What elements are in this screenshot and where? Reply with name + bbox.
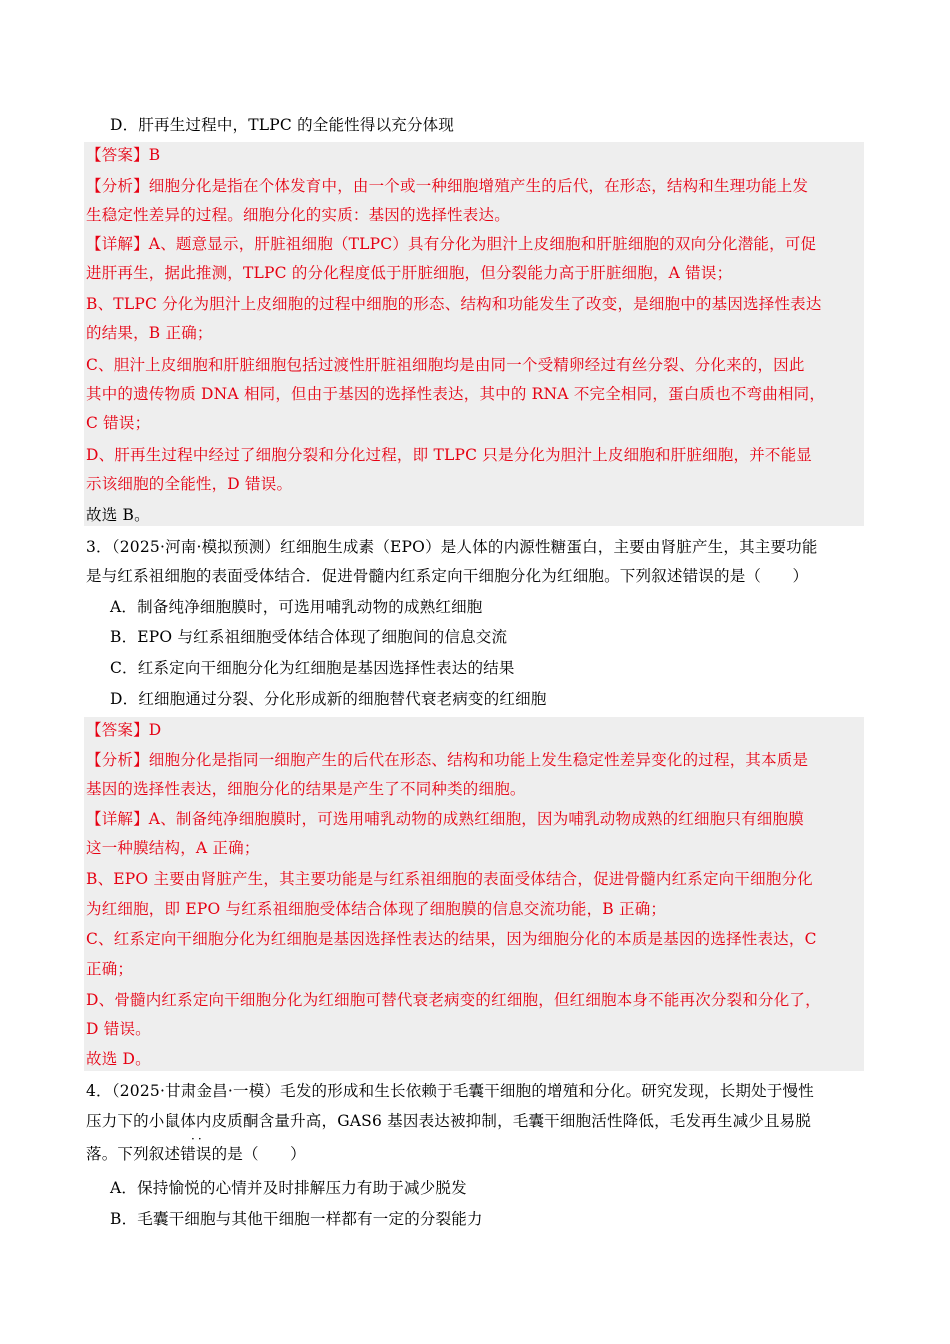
q4-stem-line: 落。下列叙述错误的是（ ） (86, 1145, 306, 1163)
q2-detail-line: 【详解】A、题意显示，肝脏祖细胞（TLPC）具有分化为胆汁上皮细胞和肝脏细胞的双向分化潜能，可促 (86, 235, 817, 253)
q3-detail-line: 正确； (86, 960, 134, 978)
q2-detail-line: 示该细胞的全能性，D 错误。 (86, 475, 293, 493)
q2-detail-line: D、肝再生过程中经过了细胞分裂和分化过程，即 TLPC 只是分化为胆汁上皮细胞和肝脏细胞，并不能显 (86, 446, 813, 464)
q3-detail-line: 这一种膜结构，A 正确； (86, 839, 260, 857)
q3-option-c: C．红系定向干细胞分化为红细胞是基因选择性表达的结果 (110, 659, 515, 677)
q2-analysis-line: 生稳定性差异的过程。细胞分化的实质：基因的选择性表达。 (86, 206, 510, 224)
emphasis-dots: ·· (191, 1132, 205, 1146)
q3-detail-line: B、EPO 主要由肾脏产生，其主要功能是与红系祖细胞的表面受体结合，促进骨髓内红系定向干细胞分化 (86, 870, 813, 888)
q3-detail-line: C、红系定向干细胞分化为红细胞是基因选择性表达的结果，因为细胞分化的本质是基因的选择性表达，C (86, 930, 817, 948)
q2-detail-line: B、TLPC 分化为胆汁上皮细胞的过程中细胞的形态、结构和功能发生了改变，是细胞中的基因选择性表达 (86, 295, 822, 313)
q3-analysis-line: 基因的选择性表达，细胞分化的结果是产生了不同种类的细胞。 (86, 780, 526, 798)
q2-analysis-line: 【分析】细胞分化是指在个体发育中，由一个或一种细胞增殖产生的后代，在形态，结构和生理功能上发 (86, 177, 809, 195)
q3-detail-line: D、骨髓内红系定向干细胞分化为红细胞可替代衰老病变的红细胞，但红细胞本身不能再次分裂和分化了， (86, 991, 821, 1009)
q2-detail-line: 进肝再生，据此推测，TLPC 的分化程度低于肝脏细胞，但分裂能力高于肝脏细胞，A 错误； (86, 264, 733, 282)
q2-detail-line: 其中的遗传物质 DNA 相同，但由于基因的选择性表达，其中的 RNA 不完全相同，蛋白质也不弯曲相同， (86, 385, 826, 403)
q3-detail-line: D 错误。 (86, 1020, 151, 1038)
q3-option-b: B．EPO 与红系祖细胞受体结合体现了细胞间的信息交流 (110, 628, 508, 646)
q3-detail-line: 为红细胞，即 EPO 与红系祖细胞受体结合体现了细胞膜的信息交流功能，B 正确； (86, 900, 667, 918)
q3-conclusion: 故选 D。 (86, 1050, 151, 1068)
q2-detail-line: C 错误； (86, 414, 151, 432)
q3-stem-line: 是与红系祖细胞的表面受体结合．促进骨髓内红系定向干细胞分化为红细胞。下列叙述错误的是（ ） (86, 567, 809, 585)
q3-answer: 【答案】D (86, 721, 162, 739)
q2-conclusion: 故选 B。 (86, 506, 150, 524)
q2-answer: 【答案】B (86, 146, 161, 164)
q2-detail-line: 的结果，B 正确； (86, 324, 213, 342)
q2-option-d: D．肝再生过程中，TLPC 的全能性得以充分体现 (110, 116, 455, 134)
q3-option-d: D．红细胞通过分裂、分化形成新的细胞替代衰老病变的红细胞 (110, 690, 547, 708)
q3-stem-line: 3．（2025·河南·模拟预测）红细胞生成素（EPO）是人体的内源性糖蛋白，主要由肾脏产生，其主要功能 (86, 538, 818, 556)
q4-option-b: B．毛囊干细胞与其他干细胞一样都有一定的分裂能力 (110, 1210, 483, 1228)
q4-option-a: A．保持愉悦的心情并及时排解压力有助于减少脱发 (110, 1179, 467, 1197)
q4-stem-line: 4．（2025·甘肃金昌·一模）毛发的形成和生长依赖于毛囊干细胞的增殖和分化。研究发现，长期处于慢性 (86, 1082, 814, 1100)
q3-analysis-line: 【分析】细胞分化是指同一细胞产生的后代在形态、结构和功能上发生稳定性差异变化的过程，其本质是 (86, 751, 809, 769)
q3-option-a: A．制备纯净细胞膜时，可选用哺乳动物的成熟红细胞 (110, 598, 483, 616)
q2-detail-line: C、胆汁上皮细胞和肝脏细胞包括过渡性肝脏祖细胞均是由同一个受精卵经过有丝分裂、分化来的，因此 (86, 356, 805, 374)
q3-detail-line: 【详解】A、制备纯净细胞膜时，可选用哺乳动物的成熟红细胞，因为哺乳动物成熟的红细胞只有细胞膜 (86, 810, 804, 828)
q4-stem-line: 压力下的小鼠体内皮质酮含量升高，GAS6 基因表达被抑制，毛囊干细胞活性降低，毛发再生减少且易脱 (86, 1112, 812, 1130)
